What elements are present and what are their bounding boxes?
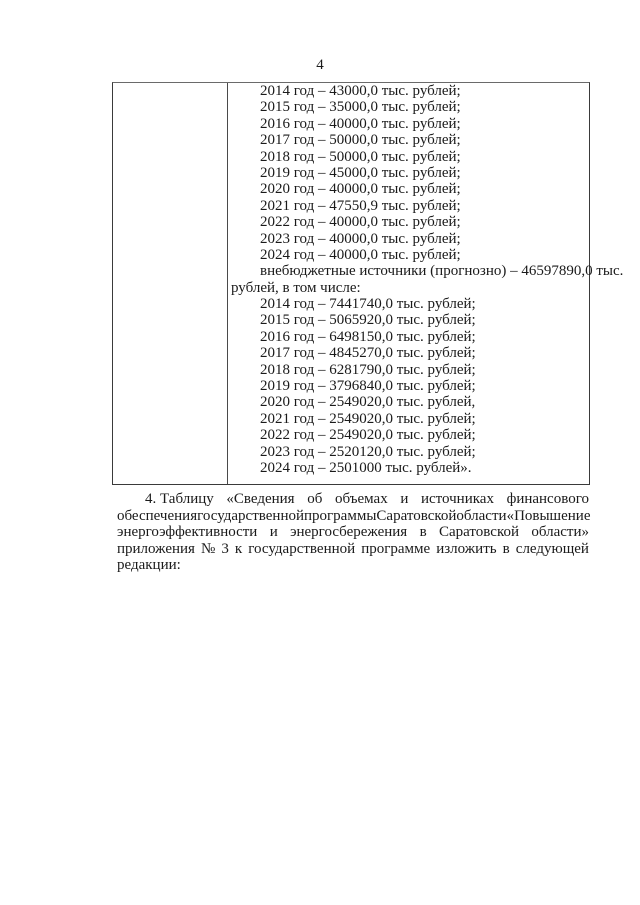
extrabudget-row: 2017 год – 4845270,0 тыс. рублей; — [260, 345, 476, 362]
paragraph-line-4 — [117, 541, 589, 558]
paragraph-line-1 — [117, 491, 589, 508]
budget-row: 2022 год – 40000,0 тыс. рублей; — [260, 214, 461, 231]
budget-row: 2017 год – 50000,0 тыс. рублей; — [260, 132, 461, 149]
word: следующей — [515, 540, 589, 557]
extrabudget-row: 2020 год – 2549020,0 тыс. рублей, — [260, 394, 476, 411]
paragraph-line-2 — [117, 508, 589, 525]
amendment-paragraph — [117, 491, 589, 574]
word: 4. Таблицу — [145, 491, 214, 507]
budget-row: 2018 год – 50000,0 тыс. рублей; — [260, 148, 461, 165]
extrabudget-row: 2024 год – 2501000 тыс. рублей». — [260, 459, 472, 476]
budget-row: 2023 год – 40000,0 тыс. рублей; — [260, 230, 461, 247]
budget-row: 2021 год – 47550,9 тыс. рублей; — [260, 197, 461, 214]
budget-row: 2024 год – 40000,0 тыс. рублей; — [260, 246, 461, 263]
budget-row: 2016 год – 40000,0 тыс. рублей; — [260, 115, 461, 132]
word: «Повышение — [506, 507, 591, 524]
extrabudget-row: 2016 год – 6498150,0 тыс. рублей; — [260, 328, 476, 345]
budget-row: 2020 год – 40000,0 тыс. рублей; — [260, 181, 461, 198]
budget-row: 2019 год – 45000,0 тыс. рублей; — [260, 164, 461, 181]
word: программе — [361, 540, 431, 557]
extrabudget-heading: внебюджетные источники (прогнозно) – 46597890,0 тыс. — [260, 263, 624, 280]
extrabudget-row: 2015 год – 5065920,0 тыс. рублей; — [260, 312, 476, 329]
paragraph-line-5 — [117, 557, 589, 574]
word: обеспечения — [117, 507, 198, 524]
word: к — [234, 540, 243, 557]
word: финансового — [506, 491, 589, 507]
word: Саратовской — [439, 524, 519, 541]
funding-table — [112, 82, 624, 485]
extrabudget-row: 2022 год – 2549020,0 тыс. рублей; — [260, 427, 476, 444]
extrabudget-row: 2021 год – 2549020,0 тыс. рублей; — [260, 410, 476, 427]
budget-row: 2014 год – 43000,0 тыс. рублей; — [260, 83, 461, 99]
extrabudget-row: 2019 год – 3796840,0 тыс. рублей; — [260, 378, 476, 395]
word: об — [307, 491, 323, 507]
budget-row: 2015 год – 35000,0 тыс. рублей; — [260, 99, 461, 116]
word: программы — [304, 507, 377, 524]
word: редакции: — [117, 557, 181, 574]
word: государственной — [248, 540, 356, 557]
word: приложения — [117, 540, 195, 557]
word: 3 — [221, 540, 229, 557]
word: области» — [531, 524, 589, 541]
word: области — [456, 507, 507, 524]
word: Саратовской — [376, 507, 457, 524]
extrabudget-row: 2018 год – 6281790,0 тыс. рублей; — [260, 361, 476, 378]
word: энергосбережения — [290, 524, 408, 541]
word: энергоэффективности — [117, 524, 258, 541]
word: изложить — [436, 540, 497, 557]
word: «Сведения — [226, 491, 295, 507]
word: и — [400, 491, 409, 507]
table-left-cell — [113, 83, 228, 484]
word: и — [269, 524, 278, 541]
extrabudget-heading-continuation: рублей, в том числе: — [231, 279, 361, 296]
word: объемах — [334, 491, 388, 507]
extrabudget-row: 2023 год – 2520120,0 тыс. рублей; — [260, 443, 476, 460]
paragraph-line-3 — [117, 524, 589, 541]
extrabudget-row: 2014 год – 7441740,0 тыс. рублей; — [260, 296, 476, 313]
page-number: 4 — [316, 57, 324, 73]
table-right-cell — [229, 83, 624, 484]
word: № — [201, 540, 216, 557]
word: в — [502, 540, 510, 557]
word: источниках — [420, 491, 494, 507]
word: государственной — [197, 507, 304, 524]
word: в — [419, 524, 427, 541]
